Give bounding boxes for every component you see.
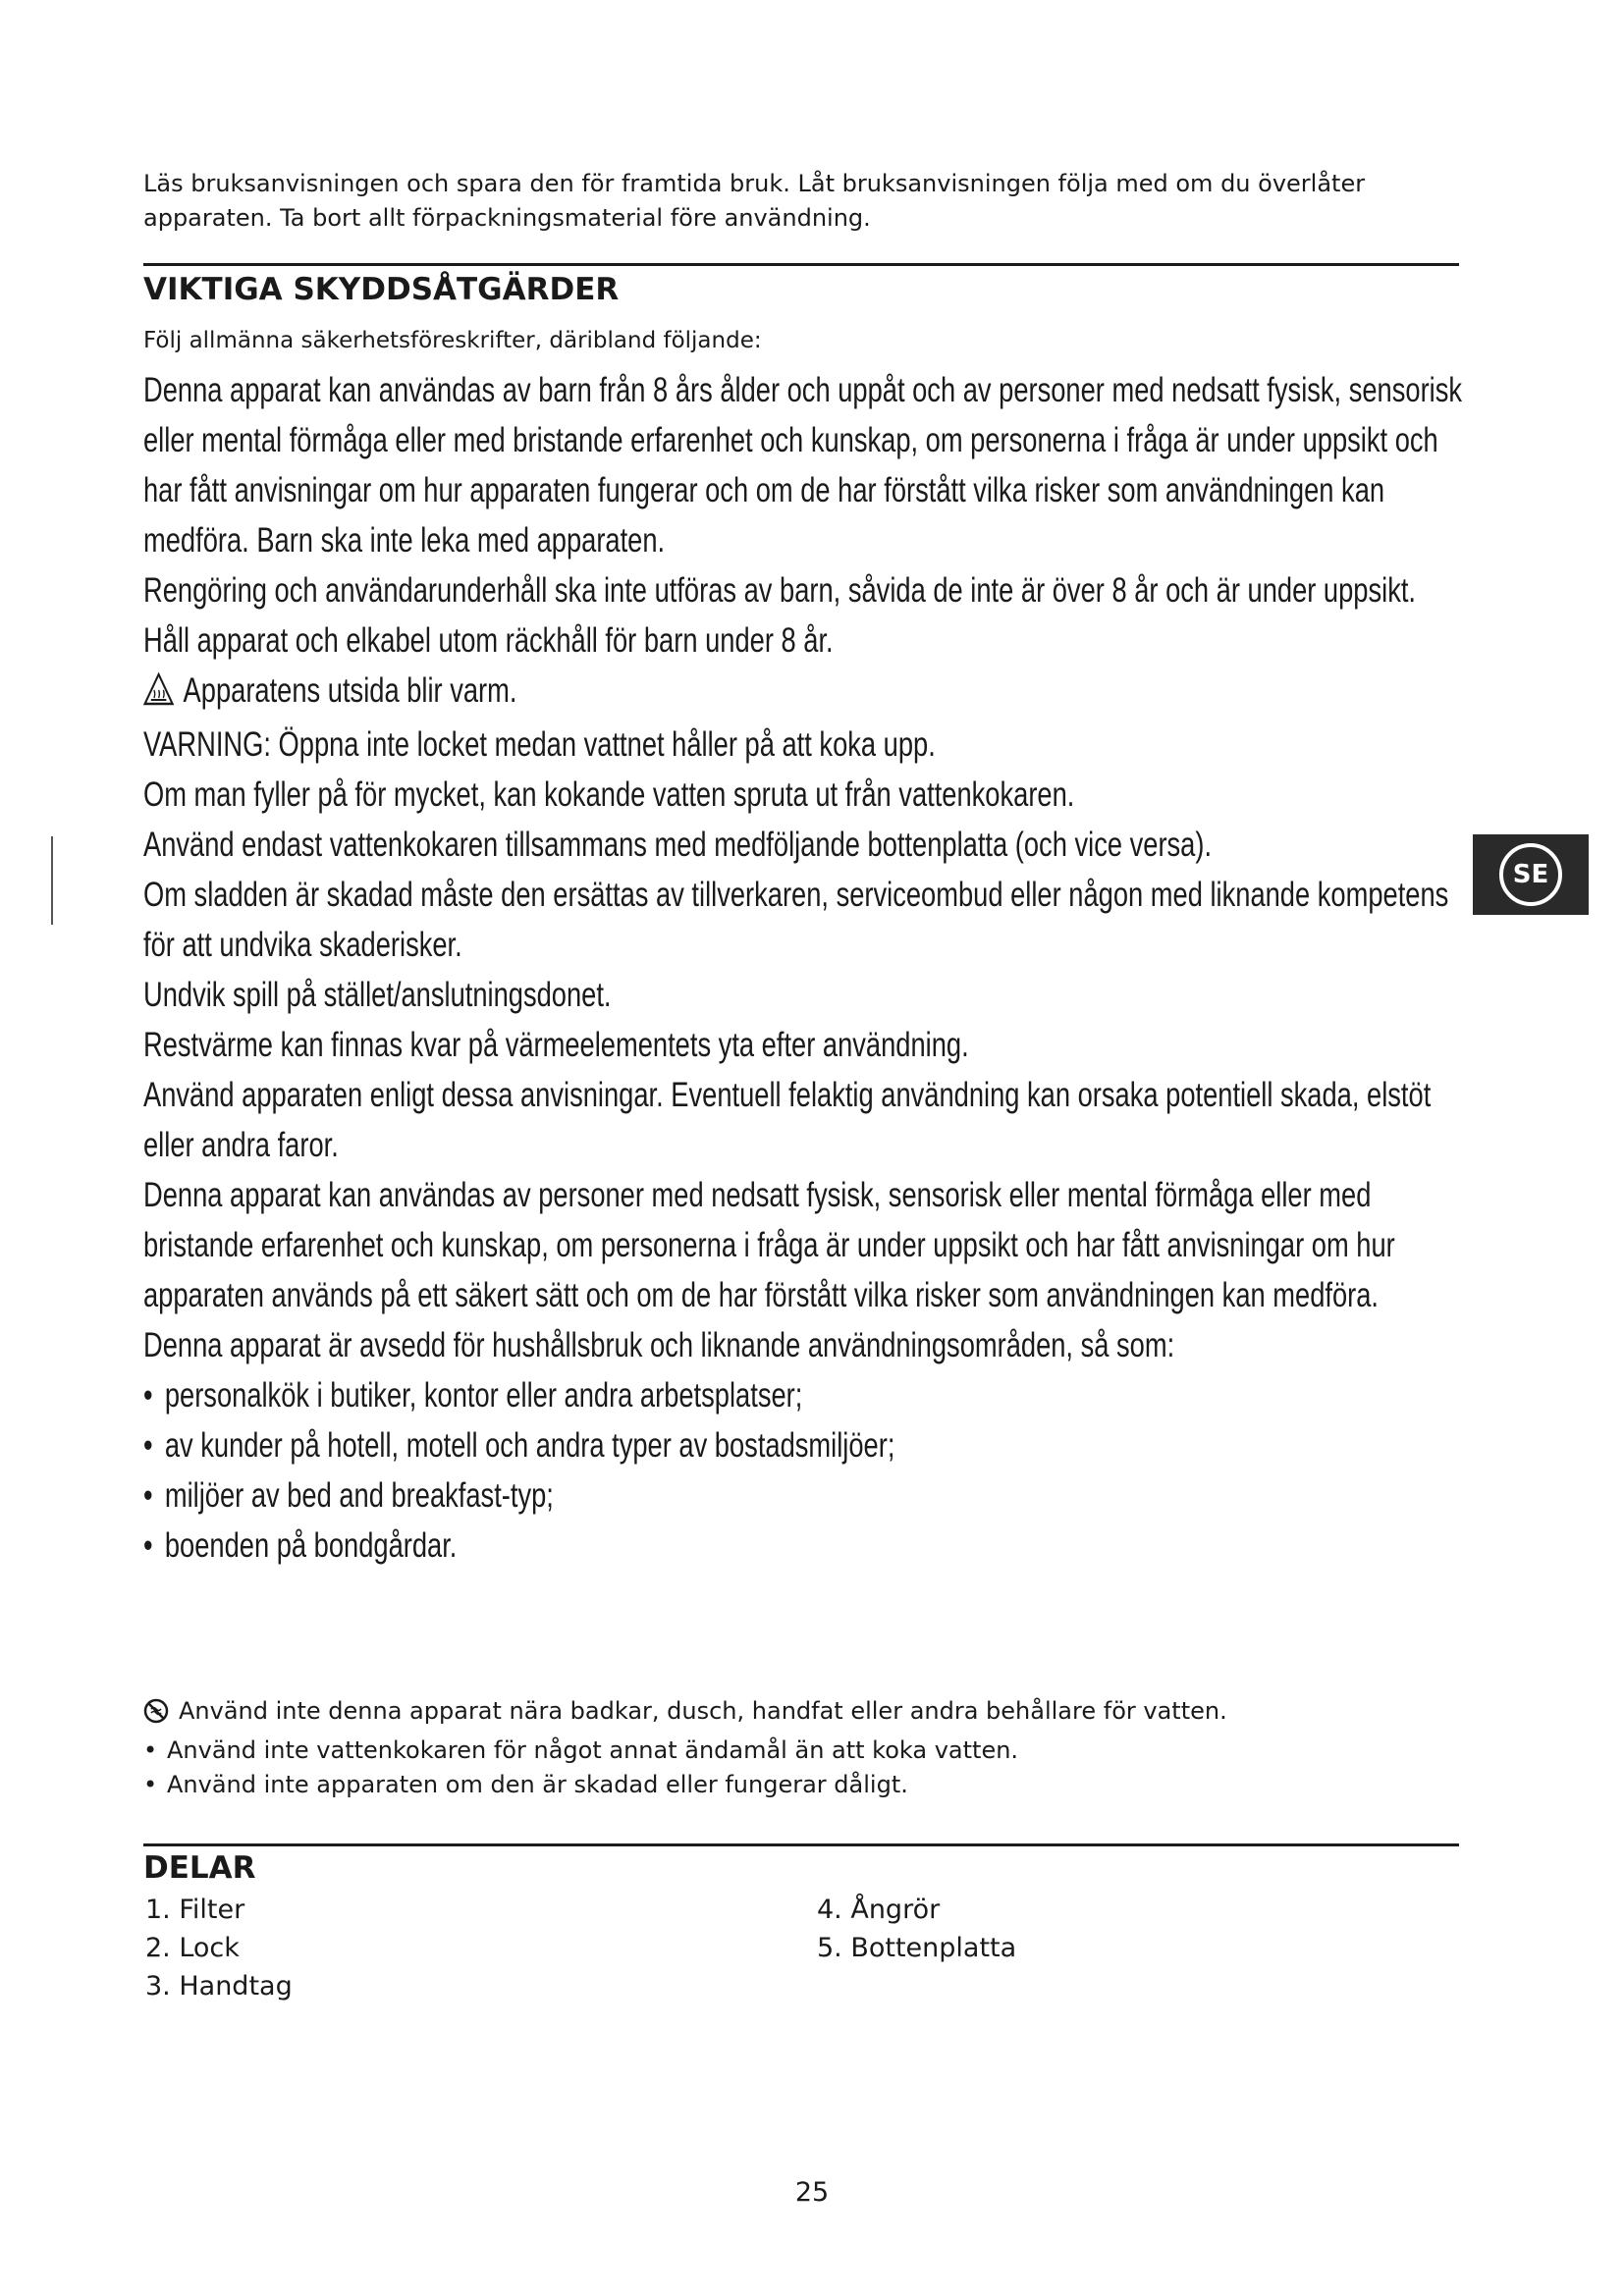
- parts-heading: DELAR: [143, 1850, 256, 1886]
- warning-paragraph: Denna apparat kan användas av personer med nedsatt fysisk, sensorisk eller mental förmåga eller med bristande erfarenhet och kunskap, om personerna i fråga är under uppsikt och har fått anvisningar om hur apparaten används på ett säkert sätt och om de har förstått vilka risker som användningen kan medföra.: [143, 1176, 1395, 1314]
- usage-bullet: • boenden på bondgårdar.: [143, 1526, 458, 1565]
- small-warning-water: Använd inte denna apparat nära badkar, dusch, handfat eller andra behållare för vatten.: [143, 1694, 1459, 1734]
- warning-paragraph-hot-surface: [143, 666, 1476, 720]
- parts-list-left: [145, 1891, 293, 2005]
- warning-paragraph: VARNING: Öppna inte locket medan vattnet håller på att koka upp.: [143, 725, 936, 764]
- part-item: 3. Handtag: [145, 1971, 293, 2002]
- usage-bullet: • personalkök i butiker, kontor eller andra arbetsplatser;: [143, 1376, 803, 1415]
- safety-warnings: [143, 365, 1479, 1571]
- parts-list-right: [817, 1891, 1016, 1967]
- margin-mark: [51, 836, 53, 925]
- usage-bullet: • miljöer av bed and breakfast-typ;: [143, 1476, 554, 1515]
- language-code: SE: [1499, 843, 1562, 906]
- warning-paragraph: Använd endast vattenkokaren tillsammans med medföljande bottenplatta (och vice versa).: [143, 826, 1213, 864]
- hot-surface-warning-icon: [143, 669, 174, 720]
- section-rule-safety: [143, 263, 1459, 266]
- warning-paragraph: Om man fyller på för mycket, kan kokande vatten spruta ut från vattenkokaren.: [143, 775, 1075, 814]
- warning-paragraph: Denna apparat är avsedd för hushållsbruk och liknande användningsområden, så som:: [143, 1326, 1175, 1364]
- intro-text: [143, 167, 1459, 236]
- page-number: 25: [794, 2177, 830, 2208]
- part-item: 1. Filter: [145, 1895, 245, 1925]
- small-warning-bullet: • Använd inte apparaten om den är skadad eller fungerar dåligt.: [143, 1771, 908, 1798]
- no-water-prohibition-icon: [143, 1698, 171, 1734]
- part-item: 2. Lock: [145, 1933, 240, 1963]
- warning-paragraph: Undvik spill på stället/anslutningsdonet.: [143, 976, 612, 1014]
- part-item: 5. Bottenplatta: [817, 1933, 1017, 1963]
- small-warning-bullet: • Använd inte vattenkokaren för något annat ändamål än att koka vatten.: [143, 1736, 1019, 1764]
- warning-paragraph: Om sladden är skadad måste den ersättas av tillverkaren, serviceombud eller någon med liknande kompetens för att undvika skaderisker.: [143, 876, 1449, 964]
- warning-paragraph: Denna apparat kan användas av barn från 8 års ålder och uppåt och av personer med nedsatt fysisk, sensorisk eller mental förmåga eller med bristande erfarenhet och kunskap, om personerna i fråga är under uppsikt och har fått anvisningar om hur apparaten fungerar och om de har förstått vilka risker som användningen kan medföra. Barn ska inte leka med apparaten.: [143, 371, 1463, 560]
- warning-paragraph: Använd apparaten enligt dessa anvisningar. Eventuell felaktig användning kan orsaka potentiell skada, elstöt eller andra faror.: [143, 1076, 1432, 1164]
- warning-paragraph: Rengöring och användarunderhåll ska inte utföras av barn, såvida de inte är över 8 år och är under uppsikt.: [143, 571, 1417, 610]
- part-item: 4. Ångrör: [817, 1895, 941, 1925]
- warning-paragraph: Håll apparat och elkabel utom räckhåll för barn under 8 år.: [143, 621, 834, 660]
- intro-line-1: Läs bruksanvisningen och spara den för framtida bruk. Låt bruksanvisningen följa med om du överlåter: [143, 170, 1366, 197]
- hot-surface-text: Apparatens utsida blir varm.: [183, 671, 517, 710]
- warning-paragraph: Restvärme kan finnas kvar på värmeelementets yta efter användning.: [143, 1026, 969, 1064]
- usage-bullet: • av kunder på hotell, motell och andra typer av bostadsmiljöer;: [143, 1426, 895, 1465]
- section-rule-parts: [143, 1843, 1459, 1846]
- safety-subtitle: Följ allmänna säkerhetsföreskrifter, däribland följande:: [143, 328, 762, 353]
- small-warnings: [143, 1694, 1459, 1802]
- intro-line-2: apparaten. Ta bort allt förpackningsmaterial före användning.: [143, 204, 871, 232]
- language-badge: [1473, 834, 1589, 915]
- safety-heading: VIKTIGA SKYDDSÅTGÄRDER: [143, 272, 620, 307]
